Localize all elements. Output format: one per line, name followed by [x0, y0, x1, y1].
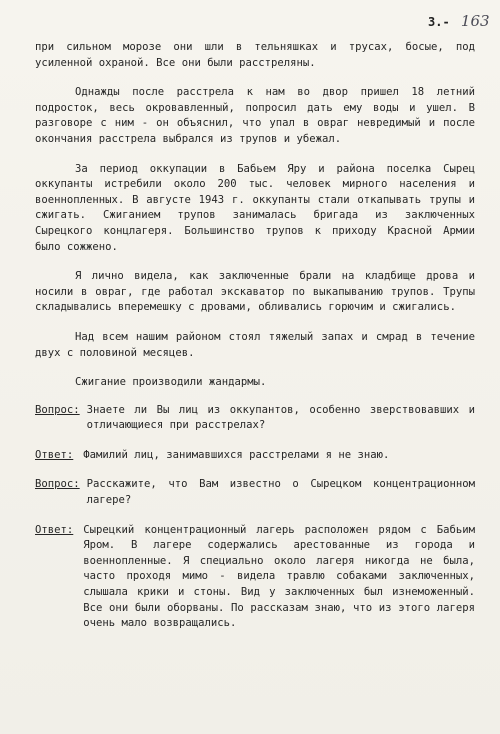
qa-question	[35, 477, 475, 508]
qa-answer	[35, 448, 475, 464]
document-body	[35, 40, 475, 646]
paragraph: Сжигание производили жандармы.	[75, 376, 267, 389]
paragraph: при сильном морозе они шли в тельняшках и трусах, босые, под усиленной охраной. Все они были расстреляны.	[35, 41, 475, 69]
paragraph: Я лично видела, как заключенные брали на кладбище дрова и носили в овраг, где работал экскаватор по выкапыванию трупов. Трупы складывались вперемешку с дровами, обливались горючим и сжигались.	[35, 270, 475, 314]
qa-label: Ответ:	[35, 523, 74, 536]
qa-answer	[35, 523, 475, 632]
qa-label: Вопрос:	[35, 478, 80, 491]
qa-question	[35, 403, 475, 434]
qa-text: Фамилий лиц, занимавшихся расстрелами я не знаю.	[83, 448, 390, 461]
qa-text: Расскажите, что Вам известно о Сырецком концентрационном лагере?	[86, 478, 475, 507]
page-number-handwritten: 163	[460, 12, 490, 30]
qa-text: Сырецкий концентрационный лагерь расположен рядом с Бабьим Яром. В лагере содержались арестованные из города и военнопленные. Я специально около лагеря никогда не была, часто проходя мимо - видела травлю собаками заключенных, слышала крики и стоны. Вид у заключенных был изнеможенный. Все они были оборваны. По рассказам знаю, что из этого лагеря очень мало возвращались.	[83, 523, 475, 630]
paragraph: Однажды после расстрела к нам во двор пришел 18 летний подросток, весь окровавленный, попросил дать ему воды и ушел. В разговоре с ним - он объяснил, что упал в овраг невредимый и после окончания расстрела выбрался из трупов и убежал.	[35, 86, 475, 145]
paragraph: За период оккупации в Бабьем Яру и района поселка Сырец оккупанты истребили около 200 тыс. человек мирного населения и военнопленных. В августе 1943 г. оккупанты стали откапывать трупы и сжигать. Сжиганием трупов занималась бригада из заключенных Сырецкого концлагеря. Большинство трупов к приходу Красной Армии было сожжено.	[35, 162, 475, 253]
page-number-typed: 3.-	[428, 15, 450, 29]
qa-label: Ответ:	[35, 448, 74, 461]
qa-label: Вопрос:	[35, 403, 80, 416]
qa-text: Знаете ли Вы лиц из оккупантов, особенно зверствовавших и отличающиеся при расстрелах?	[86, 403, 475, 432]
paragraph: Над всем нашим районом стоял тяжелый запах и смрад в течение двух с половиной месяцев.	[35, 330, 475, 359]
page-number	[428, 12, 490, 30]
